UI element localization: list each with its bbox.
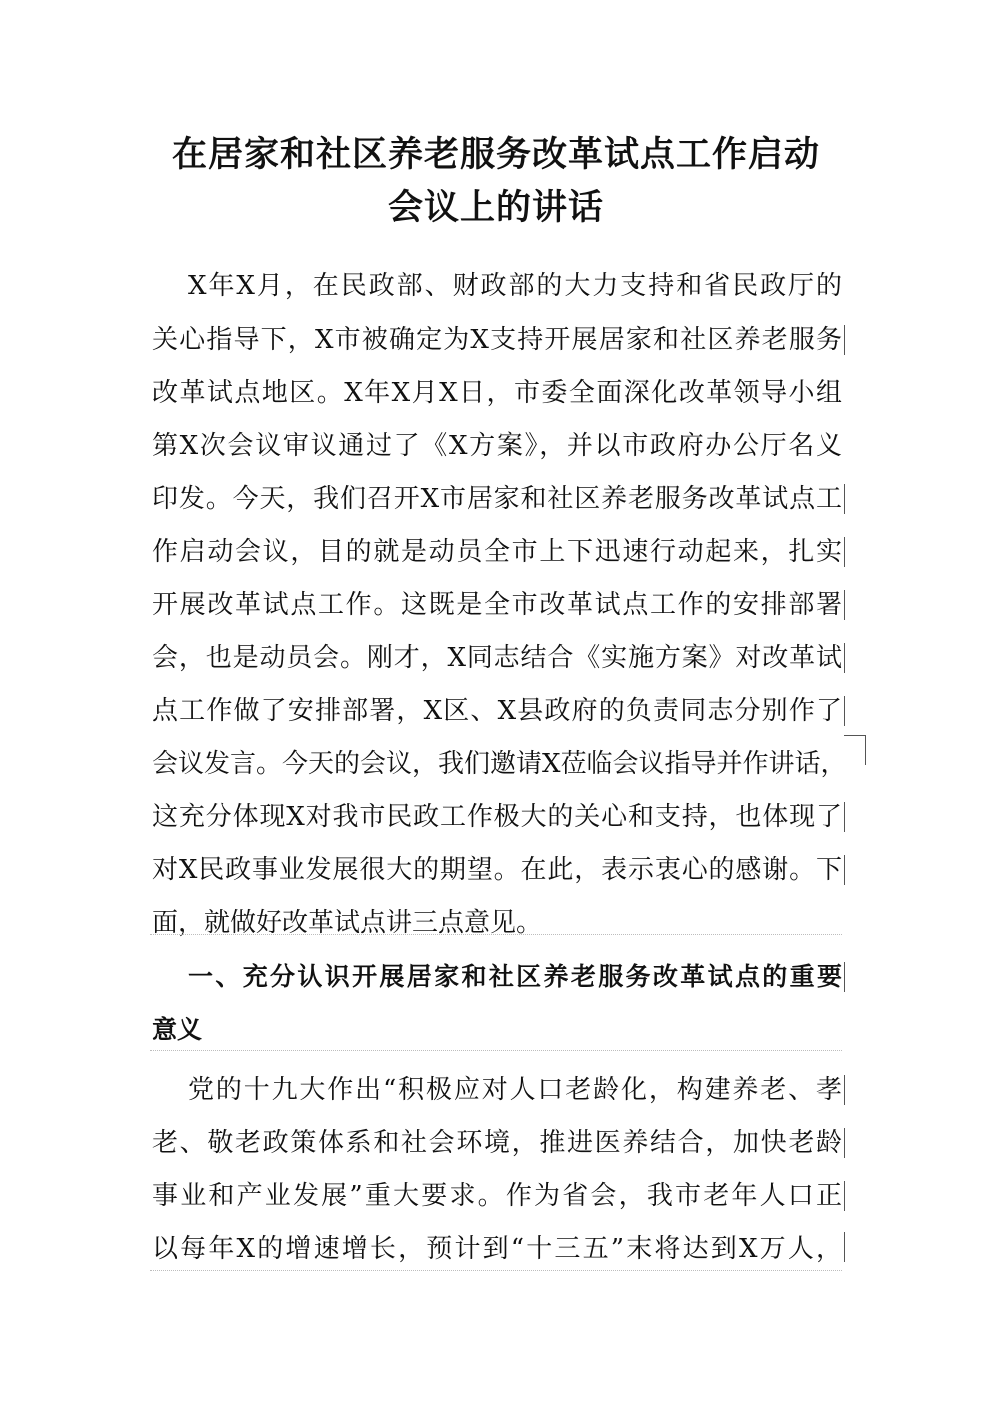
paragraph-1-line: 面，就做好改革试点讲三点意见。: [152, 908, 543, 938]
margin-marker: [844, 643, 845, 673]
paragraph-1-line: 关心指导下，X市被确定为X支持开展居家和社区养老服务: [152, 325, 842, 355]
paragraph-1-line: 改革试点地区。X年X月X日，市委全面深化改革领导小组: [152, 378, 842, 408]
paragraph-1-line: 开展改革试点工作。这既是全市改革试点工作的安排部署: [152, 590, 842, 620]
paragraph-divider: [150, 1270, 842, 1271]
document-title-line-1: 在居家和社区养老服务改革试点工作启动: [171, 135, 820, 175]
margin-marker: [844, 802, 845, 832]
paragraph-1-line: 这充分体现X对我市民政工作极大的关心和支持，也体现了: [152, 802, 842, 832]
paragraph-2-line: 事业和产业发展”重大要求。作为省会，我市老年人口正: [152, 1181, 842, 1211]
margin-marker: [844, 1232, 845, 1262]
margin-marker: [844, 537, 845, 567]
paragraph-1-line: 点工作做了安排部署，X区、X县政府的负责同志分别作了: [152, 696, 842, 726]
margin-marker: [844, 962, 845, 992]
paragraph-1-line: 印发。今天，我们召开X市居家和社区养老服务改革试点工: [152, 484, 842, 514]
paragraph-1-line: 对X民政事业发展很大的期望。在此，表示衷心的感谢。下: [152, 855, 842, 885]
margin-marker: [844, 735, 866, 765]
margin-marker: [844, 590, 845, 620]
section-heading-line: 意义: [152, 1015, 203, 1044]
paragraph-1-line: 会，也是动员会。刚才，X同志结合《实施方案》对改革试: [152, 643, 842, 673]
section-heading-line: 一、充分认识开展居家和社区养老服务改革试点的重要: [188, 962, 842, 991]
paragraph-1-line: 会议发言。今天的会议，我们邀请X莅临会议指导并作讲话，: [152, 749, 847, 779]
margin-marker: [844, 325, 845, 355]
paragraph-1-line: 作启动会议，目的就是动员全市上下迅速行动起来，扎实: [152, 537, 842, 567]
margin-marker: [844, 1075, 845, 1105]
margin-marker: [844, 1181, 845, 1211]
paragraph-divider: [150, 1050, 842, 1051]
paragraph-1-line: X年X月，在民政部、财政部的大力支持和省民政厅的: [188, 271, 842, 301]
paragraph-divider: [150, 934, 842, 935]
paragraph-2-line: 以每年X的增速增长，预计到“十三五”末将达到X万人，: [152, 1234, 842, 1264]
margin-marker: [844, 484, 845, 514]
document-title-line-2: 会议上的讲话: [387, 188, 604, 228]
paragraph-2-line: 老、敬老政策体系和社会环境，推进医养结合，加快老龄: [152, 1128, 842, 1158]
margin-marker: [844, 696, 845, 726]
margin-marker: [844, 855, 845, 885]
margin-marker: [844, 1128, 845, 1158]
paragraph-2-line: 党的十九大作出“积极应对人口老龄化，构建养老、孝: [188, 1075, 842, 1105]
paragraph-1-line: 第X次会议审议通过了《X方案》，并以市政府办公厅名义: [152, 431, 842, 461]
